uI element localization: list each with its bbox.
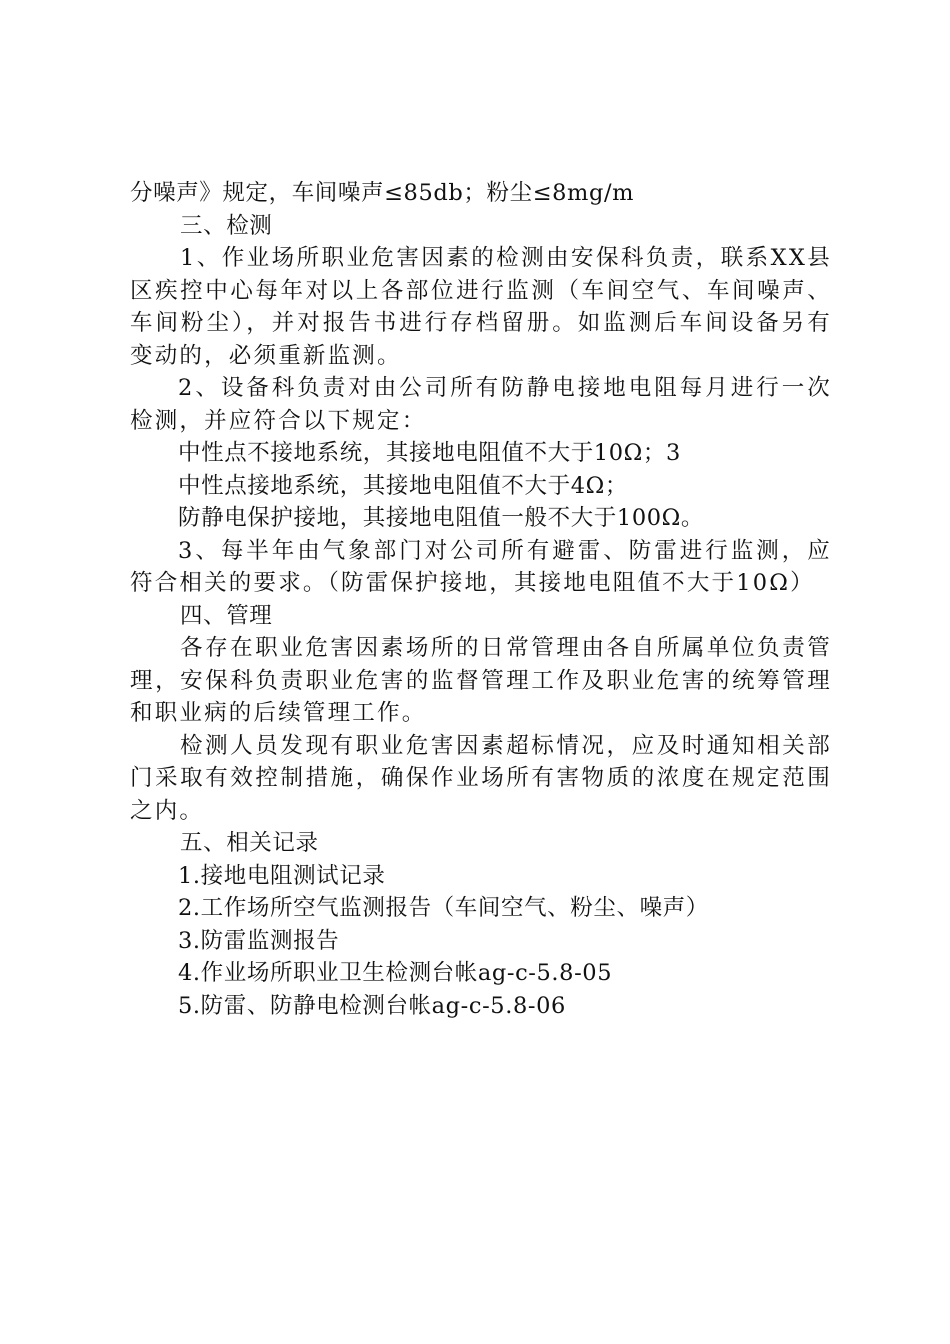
paragraph-detection-1: 1、作业场所职业危害因素的检测由安保科负责，联系XX县区疾控中心每年对以上各部位进行监测（车间空气、车间噪声、车间粉尘），并对报告书进行存档留册。如监测后车间设备另有变动的，必须重新监测。: [130, 245, 832, 369]
list-item-ungrounded-system: 中性点不接地系统，其接地电阻值不大于10Ω；3: [178, 440, 681, 466]
record-item-3: 3.防雷监测报告: [178, 927, 340, 954]
record-item-4: 4.作业场所职业卫生检测台帐ag-c-5.8-05: [178, 960, 613, 986]
list-item-grounded-system: 中性点接地系统，其接地电阻值不大于4Ω；: [178, 472, 628, 499]
paragraph-noise-standard: 分噪声》规定，车间噪声≤85db；粉尘≤8mg/m: [130, 180, 635, 206]
paragraph-management-2: 检测人员发现有职业危害因素超标情况，应及时通知相关部门采取有效控制措施，确保作业场所有害物质的浓度在规定范围之内。: [130, 732, 832, 824]
record-item-5: 5.防雷、防静电检测台帐ag-c-5.8-06: [178, 992, 566, 1019]
paragraph-management-1: 各存在职业危害因素场所的日常管理由各自所属单位负责管理，安保科负责职业危害的监督管理工作及职业危害的统筹管理和职业病的后续管理工作。: [130, 635, 832, 726]
paragraph-detection-3: 3、每半年由气象部门对公司所有避雷、防雷进行监测，应符合相关的要求。（防雷保护接地，其接地电阻值不大于10Ω）: [130, 537, 832, 596]
list-item-antistatic-grounding: 防静电保护接地，其接地电阻值一般不大于100Ω。: [178, 505, 705, 531]
record-item-1: 1.接地电阻测试记录: [178, 862, 386, 889]
section-heading-management: 四、管理: [180, 602, 273, 629]
record-item-2: 2.工作场所空气监测报告（车间空气、粉尘、噪声）: [178, 895, 709, 921]
document-body: [130, 177, 832, 1022]
section-heading-detection: 三、检测: [180, 212, 273, 239]
paragraph-detection-2: 2、设备科负责对由公司所有防静电接地电阻每月进行一次检测，并应符合以下规定：: [130, 375, 832, 434]
section-heading-records: 五、相关记录: [180, 830, 319, 856]
